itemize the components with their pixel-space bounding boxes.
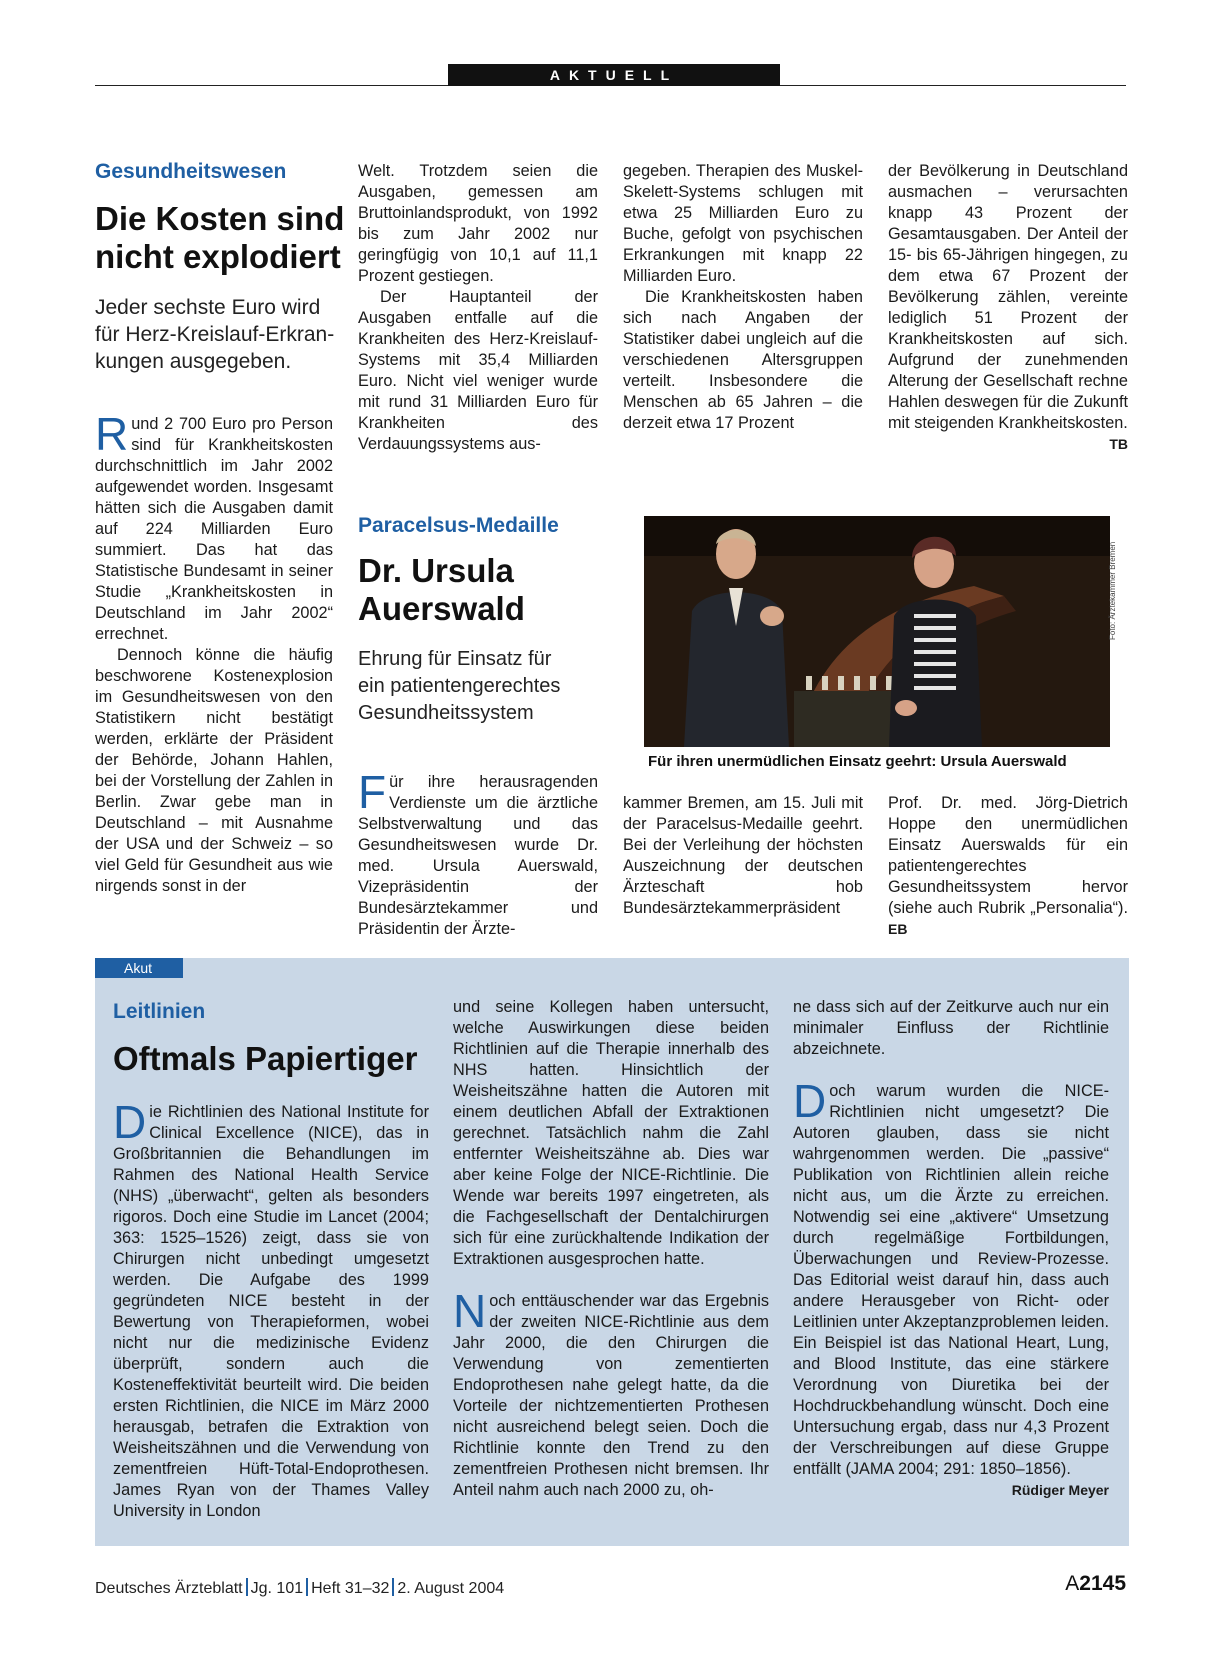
article2-column-3 — [623, 793, 863, 919]
footer-volume: Jg. 101 — [250, 1580, 304, 1597]
article2-col2-text: ür ihre herausragenden Verdienste um die ärztliche Selbstverwaltung und das Gesundheitswesen wurde Dr. med. Ursula Auerswald, Vizepräsidentin der Bundesärztekammer und Präsidentin der Ärzte- — [358, 773, 598, 938]
article1-kicker: Gesundheitswesen — [95, 160, 287, 183]
article2-col4-paragraph — [888, 793, 1128, 940]
article3-headline: Oftmals Papiertiger — [113, 1040, 418, 1077]
article2-column-2 — [358, 766, 598, 940]
article3-signature: Rüdiger Meyer — [1011, 1482, 1109, 1498]
dropcap: F — [358, 766, 387, 818]
article2-headline — [358, 552, 525, 628]
article1-headline-line2: nicht explodiert — [95, 238, 341, 275]
article1-deck-line2: für Herz-Kreislauf-Erkran- — [95, 323, 335, 346]
article3-column-2 — [453, 997, 769, 1501]
article2-deck-line2: ein patientengerechtes — [358, 675, 561, 697]
footer-issue: Heft 31–32 — [311, 1580, 390, 1597]
article1-deck-line1: Jeder sechste Euro wird — [95, 296, 321, 319]
page-number — [1065, 1572, 1126, 1596]
footer-journal: Deutsches Ärzteblatt — [95, 1580, 243, 1597]
article1-column-4 — [888, 161, 1128, 455]
article1-col4-text: der Bevölkerung in Deutschland ausmachen – verursachten knapp 43 Prozent der Gesamtausgaben. Der Anteil der 15- bis 65-Jährigen hingegen, zu dem etwa 67 Prozent der Bevölkerung zählen, vereinte lediglich 51 Prozent der Krankheitskosten auf sich. Aufgrund der zunehmenden Alterung der Gesellschaft rechne Hahlen deswegen für die Zukunft mit steigenden Krankheitskosten. — [888, 162, 1128, 432]
article1-col1-paragraph-1: und 2 700 Euro pro Person sind für Krankheitskosten durchschnittlich im Jahr 2002 aufgewendet worden. Insgesamt hätten sich die Ausgaben damit auf 224 Milliarden Euro summiert. Das hat das Statistische Bundesamt in seiner Studie „Krankheitskosten in Deutschland im Jahr 2002“ errechnet. — [95, 415, 333, 643]
article1-column-1 — [95, 408, 333, 897]
dropcap: R — [95, 408, 129, 460]
akut-tab: Akut — [95, 958, 183, 978]
article2-col4-text: Prof. Dr. med. Jörg-Dietrich Hoppe den unermüdlichen Einsatz Auerswalds für ein patientengerechtes Gesundheitssystem hervor (siehe auch Rubrik „Personalia“). — [888, 794, 1128, 917]
dropcap: D — [113, 1096, 147, 1148]
section-label: AKTUELL — [448, 64, 780, 86]
article2-kicker: Paracelsus-Medaille — [358, 514, 559, 537]
article3-kicker: Leitlinien — [113, 1000, 206, 1023]
article3-col3-paragraph-2: och warum wurden die NICE-Richtlinien nicht umgesetzt? Die Autoren glauben, dass sie nicht wahrgenommen werden. Die „passive“ Publikation von Richtlinien allein reiche nicht aus, um die Ärzte zu erreichen. Notwendig sei eine „aktivere“ Umsetzung durch regelmäßige Fortbildungen, Überwachungen und Review-Prozesse. Das Editorial weist darauf hin, dass auch andere Herausgeber von Richt- oder Leitlinien unter Akzeptanzproblemen leiden. Ein Beispiel ist das National Heart, Lung, and Blood Institute, das eine stärkere Verordnung von Diuretika bei der Hochdruckbehandlung wünscht. Doch eine Untersuchung ergab, dass nur 4,3 Prozent der Verschreibungen auf diese Gruppe entfällt (JAMA 2004; 291: 1850–1856). — [793, 1082, 1109, 1478]
photo-caption: Für ihren unermüdlichen Einsatz geehrt: Ursula Auerswald — [648, 753, 1067, 770]
dropcap: D — [793, 1075, 827, 1127]
article3-column-1 — [113, 1096, 429, 1522]
article3-col3-paragraph-1: ne dass sich auf der Zeitkurve auch nur ein minimaler Einfluss der Richtlinie abzeichnete. — [793, 998, 1109, 1058]
article1-column-2 — [358, 161, 598, 455]
article2-deck-line3: Gesundheitssystem — [358, 702, 534, 724]
article1-deck — [95, 294, 334, 375]
article3-column-3 — [793, 997, 1109, 1501]
footer — [95, 1578, 504, 1598]
article1-col4-paragraph-1 — [888, 161, 1128, 452]
footer-separator — [306, 1578, 308, 1596]
article2-signature: EB — [888, 921, 908, 937]
article2-headline-line2: Auerswald — [358, 590, 525, 627]
article1-col1-paragraph-2: Dennoch könne die häufig beschworene Kostenexplosion im Gesundheitswesen von den Statistikern nicht bestätigt werden, erklärte der Präsident der Behörde, Johann Hahlen, bei der Vorstellung der Zahlen in Berlin. Zwar gebe man in Deutschland – mit Ausnahme der USA und der Schweiz – so viel Geld für Gesundheit aus wie nirgends sonst in der — [95, 646, 333, 895]
award-photo-illustration — [644, 516, 1110, 747]
article1-signature: TB — [1109, 436, 1128, 452]
footer-separator — [392, 1578, 394, 1596]
article2-deck — [358, 646, 560, 727]
article1-column-3 — [623, 161, 863, 434]
page-prefix: A — [1065, 1572, 1080, 1595]
article1-headline — [95, 200, 344, 276]
article1-col3-paragraph-2: Die Krankheitskosten haben sich nach Angaben der Statistiker dabei ungleich auf die verschiedenen Altersgruppen verteilt. Insbesondere die Menschen ab 65 Jahren – die derzeit etwa 17 Prozent — [623, 288, 863, 432]
article1-col3-paragraph-1: gegeben. Therapien des Muskel-Skelett-Systems schlugen mit etwa 25 Milliarden Euro zu Buche, gefolgt von psychischen Erkrankungen mit knapp 22 Milliarden Euro. — [623, 162, 863, 285]
article1-deck-line3: kungen ausgegeben. — [95, 350, 292, 373]
article3-col1-text: ie Richtlinien des National Institute for Clinical Excellence (NICE), das in Großbritannien die Behandlungen im Rahmen des National Health Service (NHS) „überwacht“, gelten als besonders rigoros. Doch eine Studie im Lancet (2004; 363: 1525–1526) zeigt, dass sie von Chirurgen nicht unbedingt umgesetzt werden. Die Aufgabe des 1999 gegründeten NICE besteht in der Bewertung von Therapieformen, wobei nicht nur die medizinische Evidenz überprüft, sondern auch die Kosteneffektivität beurteilt wird. Die beiden ersten Richtlinien, die NICE im März 2000 herausgab, betrafen die Extraktion von Weisheitszähnen und die Verwendung von zementfreien Hüft-Total-Endoprothesen. James Ryan von der Thames Valley University in London — [113, 1103, 429, 1520]
page-number-value: 2145 — [1079, 1572, 1126, 1595]
article2-col3-text: kammer Bremen, am 15. Juli mit der Paracelsus-Medaille geehrt. Bei der Verleihung der höchsten Auszeichnung der deutschen Ärzteschaft hob Bundesärztekammerpräsident — [623, 794, 863, 917]
award-photo — [644, 516, 1110, 747]
photo-credit: Foto: Ärztekammer Bremen — [1108, 541, 1117, 640]
dropcap: N — [453, 1285, 487, 1337]
article1-col2-paragraph-2: Der Hauptanteil der Ausgaben entfalle auf die Krankheiten des Herz-Kreislauf-Systems mit 35,4 Milliarden Euro. Nicht viel weniger wurde mit rund 31 Milliarden Euro für Krankheiten des Verdauungssystems aus- — [358, 288, 598, 453]
article2-deck-line1: Ehrung für Einsatz für — [358, 648, 552, 670]
article1-col2-paragraph-1: Welt. Trotzdem seien die Ausgaben, gemessen am Bruttoinlandsprodukt, von 1992 bis zum Jahr 2002 nur geringfügig von 10,1 auf 11,1 Prozent gestiegen. — [358, 162, 598, 285]
footer-date: 2. August 2004 — [397, 1580, 505, 1597]
article2-column-4 — [888, 793, 1128, 940]
article3-col2-paragraph-1: und seine Kollegen haben untersucht, welche Auswirkungen diese beiden Richtlinien auf die Therapie innerhalb des NHS hatten. Hinsichtlich der Weisheitszähne hatten die Autoren mit einem deutlichen Abfall der Extraktionen gerechnet. Tatsächlich nahm die Zahl entfernter Weisheitszähne ab. Dies war aber keine Folge der NICE-Richtlinie. Die Wende war bereits 1997 eingetreten, als die Fachgesellschaft der Dentalchirurgen sich für eine zurückhaltende Indikation der Extraktionen ausgesprochen hatte. — [453, 998, 769, 1268]
footer-separator — [246, 1578, 248, 1596]
article3-col2-paragraph-2: och enttäuschender war das Ergebnis der zweiten NICE-Richtlinie aus dem Jahr 2000, die den Chirurgen die Verwendung von zementierten Endoprothesen nahe gelegt hatte, da die Vorteile der nichtzementierten Prothesen nicht ausreichend belegt seien. Doch die Richtlinie konnte den Trend zu den zementfreien Prothesen nicht bremsen. Ihr Anteil nahm auch nach 2000 zu, oh- — [453, 1292, 769, 1499]
article2-headline-line1: Dr. Ursula — [358, 552, 514, 589]
article1-headline-line1: Die Kosten sind — [95, 200, 345, 237]
